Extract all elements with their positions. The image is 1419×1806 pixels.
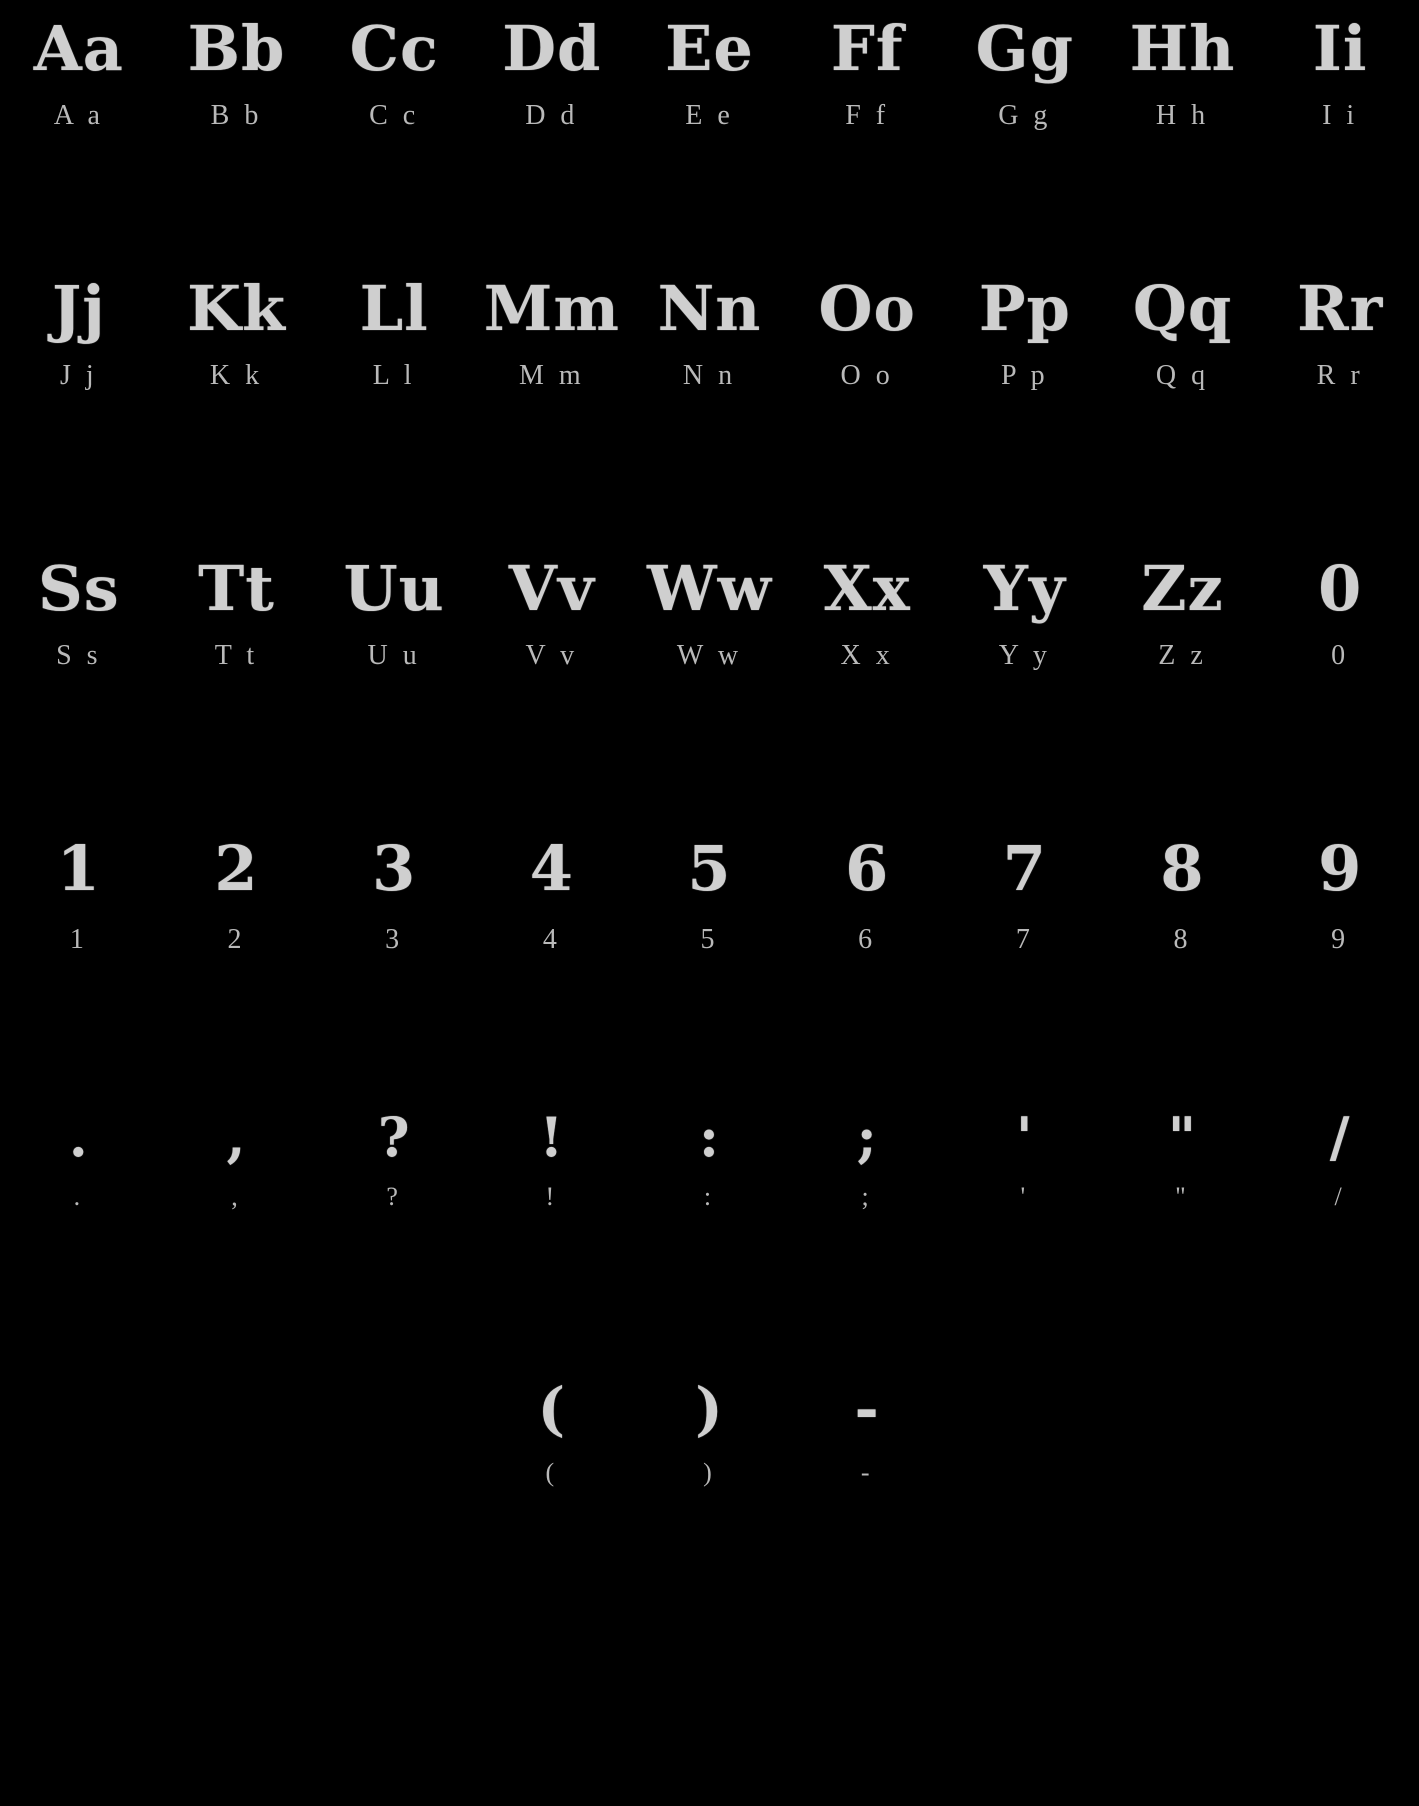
glyph-label: Q q xyxy=(1155,360,1210,391)
glyph-cell xyxy=(1261,1105,1419,1211)
glyph-label: A a xyxy=(53,100,104,131)
specimen-row-a-i xyxy=(0,12,1419,131)
glyph-label: ; xyxy=(861,1182,873,1211)
glyph-cell xyxy=(158,272,316,391)
glyph-label: U u xyxy=(367,640,421,671)
glyph-label: 9 xyxy=(1331,924,1350,955)
glyph-label: B b xyxy=(210,100,263,131)
glyph-sample: 8 xyxy=(1160,832,1205,905)
glyph-sample: 3 xyxy=(372,832,417,905)
glyph-cell xyxy=(158,1380,316,1486)
glyph-cell xyxy=(631,1375,789,1487)
glyph-sample: 5 xyxy=(687,832,732,905)
glyph-sample: : xyxy=(699,1105,720,1169)
glyph-sample: Mm xyxy=(483,272,620,345)
glyph-label: , xyxy=(231,1182,242,1211)
glyph-cell xyxy=(158,12,316,131)
glyph-sample: Ww xyxy=(646,552,772,625)
glyph-sample: Ii xyxy=(1312,12,1368,85)
glyph-label: 7 xyxy=(1015,924,1034,955)
glyph-cell xyxy=(788,832,946,955)
glyph-sample: Jj xyxy=(51,272,106,345)
glyph-label: R r xyxy=(1316,360,1364,391)
glyph-cell xyxy=(473,1375,631,1487)
glyph-sample: / xyxy=(1329,1105,1351,1169)
glyph-cell xyxy=(1261,1380,1419,1486)
glyph-label: Y y xyxy=(998,640,1051,671)
glyph-label: N n xyxy=(682,360,737,391)
glyph-cell xyxy=(473,272,631,391)
glyph-cell xyxy=(946,1380,1104,1486)
glyph-sample: Nn xyxy=(657,272,762,345)
glyph-sample: 2 xyxy=(214,832,259,905)
specimen-row-brackets xyxy=(0,1375,1419,1487)
glyph-sample: Bb xyxy=(187,12,286,85)
glyph-label: / xyxy=(1334,1182,1346,1211)
glyph-cell xyxy=(0,12,158,131)
glyph-label: ! xyxy=(545,1182,559,1211)
glyph-cell xyxy=(631,12,789,131)
glyph-cell xyxy=(631,272,789,391)
glyph-cell xyxy=(1104,832,1262,955)
glyph-sample: Oo xyxy=(818,272,916,345)
glyph-label: " xyxy=(1175,1182,1190,1211)
glyph-label: : xyxy=(703,1182,716,1211)
glyph-cell xyxy=(631,832,789,955)
glyph-sample: ! xyxy=(539,1105,565,1169)
glyph-sample: , xyxy=(226,1105,247,1169)
glyph-cell xyxy=(0,1380,158,1486)
glyph-sample: Ff xyxy=(830,12,904,85)
glyph-cell xyxy=(946,12,1104,131)
glyph-cell xyxy=(788,552,946,671)
glyph-label: W w xyxy=(676,640,743,671)
specimen-row-j-r xyxy=(0,272,1419,391)
glyph-sample: ; xyxy=(856,1105,878,1169)
glyph-sample: Rr xyxy=(1297,272,1384,345)
glyph-cell xyxy=(946,1105,1104,1211)
glyph-cell xyxy=(788,272,946,391)
glyph-cell xyxy=(1261,552,1419,671)
glyph-cell xyxy=(1104,272,1262,391)
glyph-label: C c xyxy=(369,100,420,131)
glyph-sample: Kk xyxy=(187,272,286,345)
glyph-label: 5 xyxy=(700,924,719,955)
glyph-cell xyxy=(315,1380,473,1486)
glyph-cell xyxy=(158,832,316,955)
glyph-label: D d xyxy=(525,100,579,131)
glyph-cell xyxy=(946,552,1104,671)
glyph-sample: ? xyxy=(377,1105,411,1169)
specimen-row-digits xyxy=(0,832,1419,955)
glyph-cell xyxy=(788,1375,946,1487)
glyph-cell xyxy=(473,552,631,671)
glyph-cell xyxy=(0,552,158,671)
glyph-label: L l xyxy=(372,360,416,391)
glyph-cell xyxy=(0,832,158,955)
specimen-row-punctuation xyxy=(0,1105,1419,1211)
glyph-sample: ( xyxy=(537,1375,567,1443)
glyph-sample: Vv xyxy=(508,552,595,625)
glyph-sample: Pp xyxy=(978,272,1071,345)
glyph-sample: 7 xyxy=(1002,832,1047,905)
glyph-label: ' xyxy=(1020,1182,1030,1211)
glyph-label: P p xyxy=(1001,360,1049,391)
glyph-sample: " xyxy=(1167,1105,1198,1169)
glyph-cell xyxy=(473,12,631,131)
glyph-sample: Gg xyxy=(975,12,1074,85)
glyph-label: T t xyxy=(214,640,259,671)
glyph-cell xyxy=(473,832,631,955)
glyph-sample: Aa xyxy=(33,12,124,85)
glyph-label: 8 xyxy=(1173,924,1192,955)
glyph-sample: Ll xyxy=(359,272,429,345)
glyph-label: 0 xyxy=(1331,640,1350,671)
glyph-label: O o xyxy=(840,360,894,391)
glyph-cell xyxy=(788,12,946,131)
glyph-label: 4 xyxy=(542,924,561,955)
glyph-sample: Qq xyxy=(1132,272,1233,345)
glyph-label: 6 xyxy=(858,924,877,955)
glyph-label: . xyxy=(73,1182,85,1211)
glyph-cell xyxy=(1104,12,1262,131)
glyph-sample: Uu xyxy=(343,552,445,625)
specimen-row-s-z-zero xyxy=(0,552,1419,671)
glyph-label: I i xyxy=(1322,100,1359,131)
glyph-sample: . xyxy=(68,1105,89,1169)
glyph-sample: 6 xyxy=(845,832,890,905)
glyph-sample: Yy xyxy=(983,552,1066,625)
glyph-sample: Zz xyxy=(1141,552,1224,625)
glyph-label: H h xyxy=(1155,100,1210,131)
glyph-sample: Ee xyxy=(665,12,754,85)
glyph-cell xyxy=(1104,552,1262,671)
glyph-cell xyxy=(1104,1105,1262,1211)
glyph-cell xyxy=(1261,12,1419,131)
glyph-cell xyxy=(158,1105,316,1211)
glyph-sample: Xx xyxy=(823,552,911,625)
glyph-cell xyxy=(315,272,473,391)
glyph-sample: ' xyxy=(1016,1105,1034,1169)
glyph-label: - xyxy=(860,1458,874,1487)
glyph-label: K k xyxy=(209,360,264,391)
glyph-label: Z z xyxy=(1158,640,1207,671)
glyph-cell xyxy=(473,1105,631,1211)
glyph-label: E e xyxy=(685,100,734,131)
glyph-sample: Cc xyxy=(349,12,439,85)
glyph-sample: 1 xyxy=(56,832,101,905)
glyph-label: 1 xyxy=(69,924,88,955)
glyph-sample: Dd xyxy=(502,12,602,85)
glyph-cell xyxy=(788,1105,946,1211)
glyph-cell xyxy=(1261,272,1419,391)
glyph-sample: ) xyxy=(695,1375,724,1443)
glyph-label: ? xyxy=(386,1182,402,1211)
glyph-cell xyxy=(315,12,473,131)
glyph-cell xyxy=(315,832,473,955)
glyph-label: S s xyxy=(56,640,102,671)
glyph-cell xyxy=(1261,832,1419,955)
glyph-sample: 9 xyxy=(1318,832,1363,905)
glyph-label: F f xyxy=(845,100,890,131)
glyph-label: V v xyxy=(525,640,579,671)
glyph-sample: 4 xyxy=(529,832,574,905)
glyph-cell xyxy=(1104,1380,1262,1486)
glyph-cell xyxy=(946,832,1104,955)
glyph-label: ) xyxy=(703,1458,716,1487)
glyph-cell xyxy=(158,552,316,671)
glyph-label: J j xyxy=(59,360,98,391)
glyph-cell xyxy=(0,272,158,391)
glyph-label: 3 xyxy=(385,924,404,955)
glyph-cell xyxy=(315,1105,473,1211)
glyph-cell xyxy=(631,552,789,671)
glyph-cell xyxy=(631,1105,789,1211)
glyph-label: X x xyxy=(840,640,894,671)
glyph-sample: - xyxy=(854,1375,880,1443)
glyph-label: ( xyxy=(545,1458,559,1487)
glyph-label: 2 xyxy=(227,924,246,955)
glyph-cell xyxy=(0,1105,158,1211)
glyph-sample: 0 xyxy=(1318,552,1363,625)
glyph-sample: Tt xyxy=(198,552,275,625)
glyph-sample: Ss xyxy=(37,552,120,625)
glyph-label: M m xyxy=(518,360,585,391)
glyph-sample: Hh xyxy=(1129,12,1236,85)
glyph-label: G g xyxy=(998,100,1052,131)
glyph-cell xyxy=(946,272,1104,391)
glyph-cell xyxy=(315,552,473,671)
